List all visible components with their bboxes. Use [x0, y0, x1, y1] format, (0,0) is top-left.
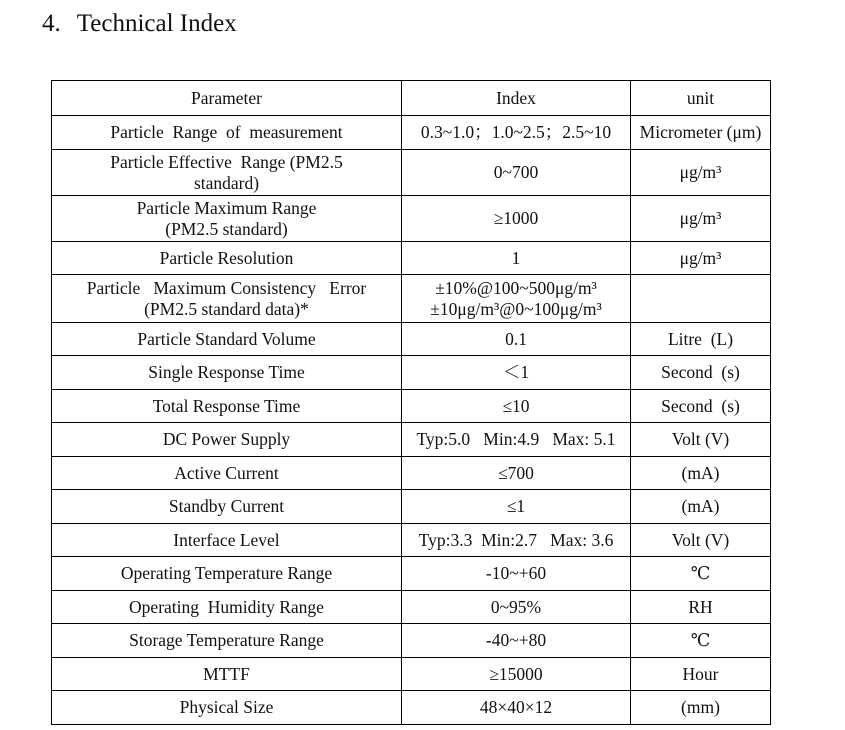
table-row — [52, 242, 771, 275]
table-row — [52, 116, 771, 150]
table-row — [52, 275, 771, 323]
index-cell — [402, 150, 631, 196]
parameter-cell — [52, 390, 402, 423]
index-cell — [402, 557, 631, 591]
index-text: Typ:3.3 Min:2.7 Max: 3.6 — [418, 529, 614, 550]
index-cell — [402, 275, 631, 323]
parameter-text: Operating Humidity Range — [129, 596, 324, 617]
table-row — [52, 390, 771, 423]
parameter-cell — [52, 150, 402, 196]
unit-cell: ℃ — [631, 557, 771, 591]
table-row — [52, 423, 771, 457]
parameter-text: Physical Size — [179, 697, 274, 717]
parameter-cell — [52, 457, 402, 490]
header-index: Index — [402, 81, 631, 116]
unit-cell: Micrometer (μm) — [631, 116, 771, 150]
unit-cell: μg/m³ — [631, 150, 771, 196]
index-cell — [402, 524, 631, 557]
table-row — [52, 356, 771, 390]
parameter-text: Standby Current — [168, 496, 285, 516]
index-text: ≤10 — [502, 395, 530, 416]
parameter-text: Particle Maximum Consistency Error — [86, 277, 367, 298]
index-text: ≤1 — [506, 496, 526, 516]
index-cell — [402, 624, 631, 658]
parameter-text: Particle Range of measurement — [110, 122, 343, 142]
table-row — [52, 490, 771, 524]
table-row — [52, 323, 771, 356]
section-heading — [42, 8, 237, 40]
index-text: ±10μg/m³@0~100μg/m³ — [430, 298, 602, 319]
parameter-cell — [52, 242, 402, 275]
unit-cell: (mA) — [631, 457, 771, 490]
index-text: ≤700 — [498, 462, 534, 483]
index-text: ±10%@100~500μg/m³ — [435, 277, 597, 298]
index-cell — [402, 490, 631, 524]
unit-cell: Second (s) — [631, 356, 771, 390]
table-row — [52, 524, 771, 557]
index-cell — [402, 323, 631, 356]
unit-cell: μg/m³ — [631, 196, 771, 242]
parameter-cell — [52, 624, 402, 658]
parameter-text: (PM2.5 standard) — [165, 218, 288, 239]
section-title: Technical Index — [76, 10, 237, 37]
index-cell — [402, 691, 631, 725]
unit-cell: Second (s) — [631, 390, 771, 423]
unit-cell: Volt (V) — [631, 423, 771, 457]
parameter-text: MTTF — [203, 663, 250, 684]
index-text: ≥1000 — [493, 208, 539, 228]
unit-cell: ℃ — [631, 624, 771, 658]
parameter-cell — [52, 196, 402, 242]
parameter-cell — [52, 116, 402, 150]
parameter-text: Particle Maximum Range — [136, 197, 317, 218]
index-text: 1 — [511, 247, 521, 268]
table-row — [52, 658, 771, 691]
unit-cell: Litre (L) — [631, 323, 771, 356]
unit-cell: μg/m³ — [631, 242, 771, 275]
index-cell — [402, 457, 631, 490]
parameter-text: Operating Temperature Range — [120, 563, 333, 583]
parameter-cell — [52, 557, 402, 591]
unit-cell: (mA) — [631, 490, 771, 524]
parameter-text: Active Current — [174, 462, 279, 483]
parameter-text: DC Power Supply — [162, 429, 291, 449]
table-row — [52, 624, 771, 658]
index-cell — [402, 423, 631, 457]
parameter-cell — [52, 591, 402, 624]
parameter-cell — [52, 691, 402, 725]
header-parameter: Parameter — [52, 81, 402, 116]
header-unit: unit — [631, 81, 771, 116]
parameter-cell — [52, 356, 402, 390]
parameter-cell — [52, 524, 402, 557]
parameter-text: standard) — [193, 172, 260, 193]
table-row — [52, 150, 771, 196]
table-row — [52, 591, 771, 624]
parameter-text: Single Response Time — [148, 362, 305, 382]
index-text: 0~95% — [490, 596, 542, 617]
index-cell — [402, 242, 631, 275]
parameter-cell — [52, 323, 402, 356]
unit-cell: (mm) — [631, 691, 771, 725]
parameter-text: Particle Standard Volume — [137, 328, 316, 349]
unit-cell: Volt (V) — [631, 524, 771, 557]
index-text: -40~+80 — [485, 630, 547, 650]
parameter-text: Particle Resolution — [159, 247, 294, 268]
parameter-cell — [52, 423, 402, 457]
parameter-text: Particle Effective Range (PM2.5 — [110, 151, 343, 172]
parameter-cell — [52, 275, 402, 323]
technical-index-table — [51, 80, 771, 725]
parameter-text: Interface Level — [173, 529, 280, 550]
index-cell — [402, 196, 631, 242]
parameter-text: Storage Temperature Range — [129, 630, 324, 650]
index-text: Typ:5.0 Min:4.9 Max: 5.1 — [416, 429, 616, 449]
table-row — [52, 196, 771, 242]
parameter-text: (PM2.5 standard data)* — [144, 298, 309, 319]
index-cell — [402, 658, 631, 691]
index-text: -10~+60 — [485, 563, 547, 583]
index-text: 48×40×12 — [479, 697, 553, 717]
unit-cell: Hour — [631, 658, 771, 691]
index-text: ≥15000 — [489, 663, 543, 684]
table-row — [52, 557, 771, 591]
index-text: ＜1 — [502, 362, 530, 382]
index-text: 0.1 — [505, 328, 527, 349]
table-header-row — [52, 81, 771, 116]
index-text: 0.3~1.0；1.0~2.5；2.5~10 — [420, 122, 612, 142]
index-cell — [402, 116, 631, 150]
unit-cell: RH — [631, 591, 771, 624]
index-text: 0~700 — [493, 162, 539, 182]
index-cell — [402, 591, 631, 624]
parameter-cell — [52, 658, 402, 691]
section-number: 4. — [42, 10, 61, 37]
parameter-cell — [52, 490, 402, 524]
table-row — [52, 457, 771, 490]
parameter-text: Total Response Time — [152, 395, 301, 416]
unit-cell — [631, 275, 771, 323]
index-cell — [402, 356, 631, 390]
table-row — [52, 691, 771, 725]
index-cell — [402, 390, 631, 423]
